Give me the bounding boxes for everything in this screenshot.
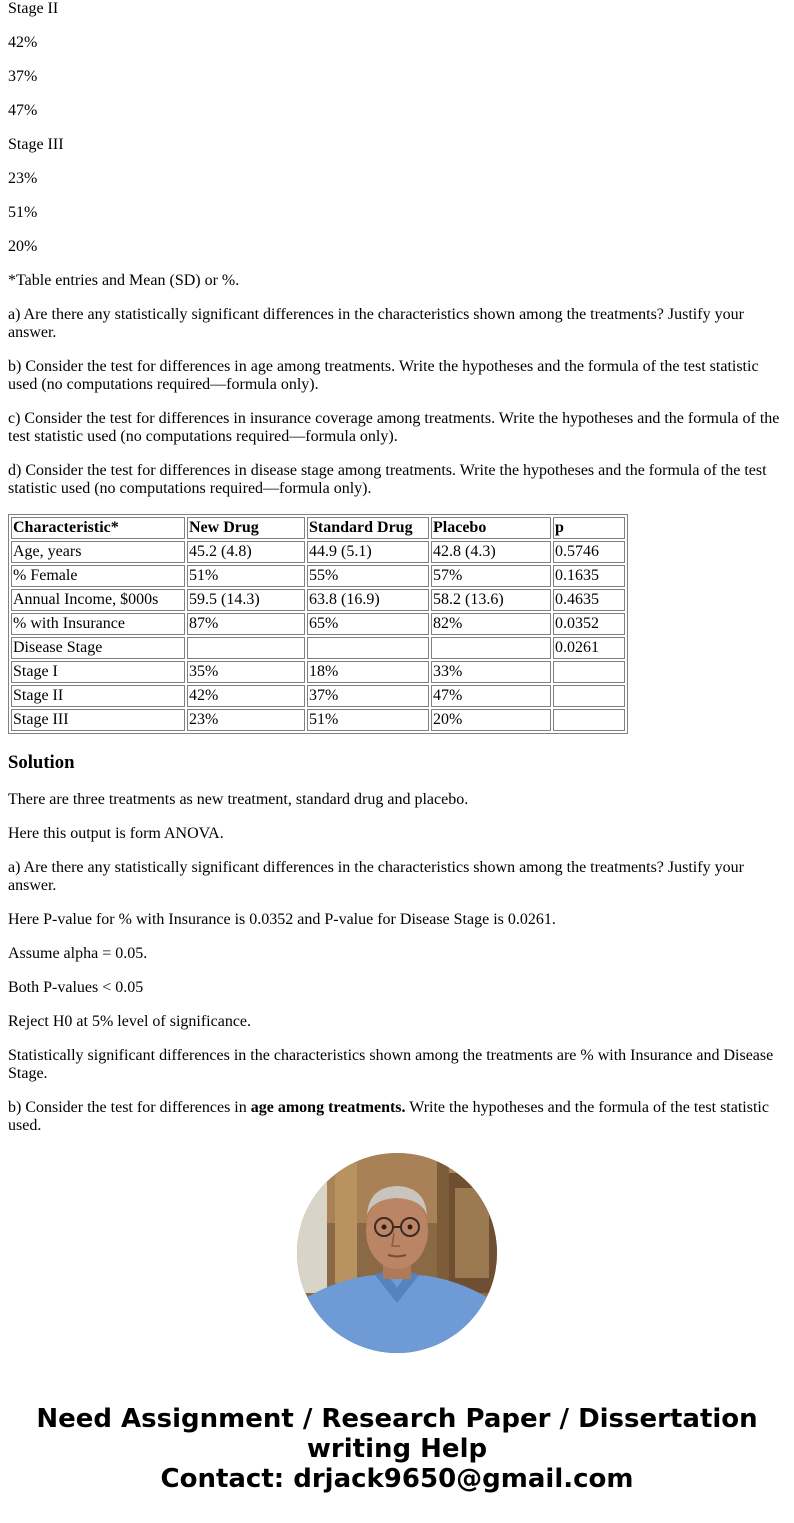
table-cell: 0.0261 [553,637,625,659]
table-row [11,709,625,731]
solution-paragraph: Assume alpha = 0.05. [8,945,148,962]
table-cell: Age, years [11,541,185,563]
list-item: 23% [8,170,38,187]
table-cell: 51% [307,709,429,731]
solution-b-suffix: Write the hypotheses and the formula of the test statistic used. [8,1099,769,1134]
banner-contact: Contact: drjack9650@gmail.com [160,1464,634,1494]
table-cell [553,661,625,683]
solution-paragraph: Here P-value for % with Insurance is 0.0352 and P-value for Disease Stage is 0.0261. [8,911,556,928]
tutor-portrait-image [297,1153,497,1353]
document-body [8,0,786,1151]
table-row [11,661,625,683]
table-cell: 23% [187,709,305,731]
table-cell: 65% [307,613,429,635]
header-standard-drug: Standard Drug [307,517,429,539]
question-c: c) Consider the test for differences in insurance coverage among treatments. Write the hypotheses and the formula of the test statistic used (no computations required—formula only). [8,410,780,445]
stage-ii-label: Stage II [8,0,59,17]
header-characteristic: Characteristic* [11,517,185,539]
solution-paragraph: Reject H0 at 5% level of significance. [8,1013,252,1030]
solution-paragraph: There are three treatments as new treatment, standard drug and placebo. [8,791,469,808]
table-cell: 20% [431,709,551,731]
solution-paragraph: Both P-values < 0.05 [8,979,144,996]
characteristics-table [8,514,628,734]
table-cell: 58.2 (13.6) [431,589,551,611]
table-cell: Stage I [11,661,185,683]
table-note: *Table entries and Mean (SD) or %. [8,272,240,289]
table-cell: 51% [187,565,305,587]
table-cell: 0.1635 [553,565,625,587]
solution-b-prefix: b) Consider the test for differences in [8,1099,251,1116]
list-item: 37% [8,68,38,85]
banner-line-2: writing Help [306,1434,488,1464]
table-cell: 0.0352 [553,613,625,635]
table-cell [431,637,551,659]
table-cell: 63.8 (16.9) [307,589,429,611]
table-row [11,685,625,707]
stage-iii-label: Stage III [8,136,64,153]
table-cell: 57% [431,565,551,587]
table-cell: Annual Income, $000s [11,589,185,611]
list-item: 20% [8,238,38,255]
solution-paragraph: Here this output is form ANOVA. [8,825,224,842]
avatar [297,1153,497,1353]
table-row [11,589,625,611]
table-cell: Stage III [11,709,185,731]
solution-paragraph-b [8,1099,786,1135]
table-row [11,637,625,659]
table-cell: % Female [11,565,185,587]
question-a: a) Are there any statistically significant differences in the characteristics shown among the treatments? Justify your answer. [8,306,744,341]
banner-line-1: Need Assignment / Research Paper / Dissertation [36,1404,758,1434]
table-row [11,613,625,635]
question-d: d) Consider the test for differences in disease stage among treatments. Write the hypotheses and the formula of the test statistic used (no computations required—formula only). [8,462,767,497]
table-cell: 37% [307,685,429,707]
header-new-drug: New Drug [187,517,305,539]
table-cell: Stage II [11,685,185,707]
table-cell: 87% [187,613,305,635]
list-item: 42% [8,34,38,51]
table-cell: 45.2 (4.8) [187,541,305,563]
table-cell: 0.4635 [553,589,625,611]
solution-b-bold: age among treatments. [250,1099,406,1116]
table-row [11,541,625,563]
table-cell: 42.8 (4.3) [431,541,551,563]
question-b: b) Consider the test for differences in age among treatments. Write the hypotheses and the formula of the test statistic used (no computations required—formula only). [8,358,759,393]
table-cell [187,637,305,659]
table-cell [553,685,625,707]
table-header-row [11,517,625,539]
table-cell [553,709,625,731]
table-cell: 0.5746 [553,541,625,563]
table-cell: 47% [431,685,551,707]
table-cell: 55% [307,565,429,587]
table-cell: 42% [187,685,305,707]
table-cell: 59.5 (14.3) [187,589,305,611]
table-cell: Disease Stage [11,637,185,659]
header-placebo: Placebo [431,517,551,539]
list-item: 51% [8,204,38,221]
list-item: 47% [8,102,38,119]
table-row [11,565,625,587]
table-cell: 18% [307,661,429,683]
table-cell: 33% [431,661,551,683]
table-cell: 44.9 (5.1) [307,541,429,563]
solution-heading: Solution [8,752,75,773]
table-cell: 35% [187,661,305,683]
solution-paragraph: a) Are there any statistically significant differences in the characteristics shown among the treatments? Justify your answer. [8,859,744,894]
promo-banner [0,1404,794,1494]
table-cell: 82% [431,613,551,635]
table-cell: % with Insurance [11,613,185,635]
solution-paragraph: Statistically significant differences in the characteristics shown among the treatments are % with Insurance and Disease Stage. [8,1047,774,1082]
table-cell [307,637,429,659]
header-p: p [553,517,625,539]
